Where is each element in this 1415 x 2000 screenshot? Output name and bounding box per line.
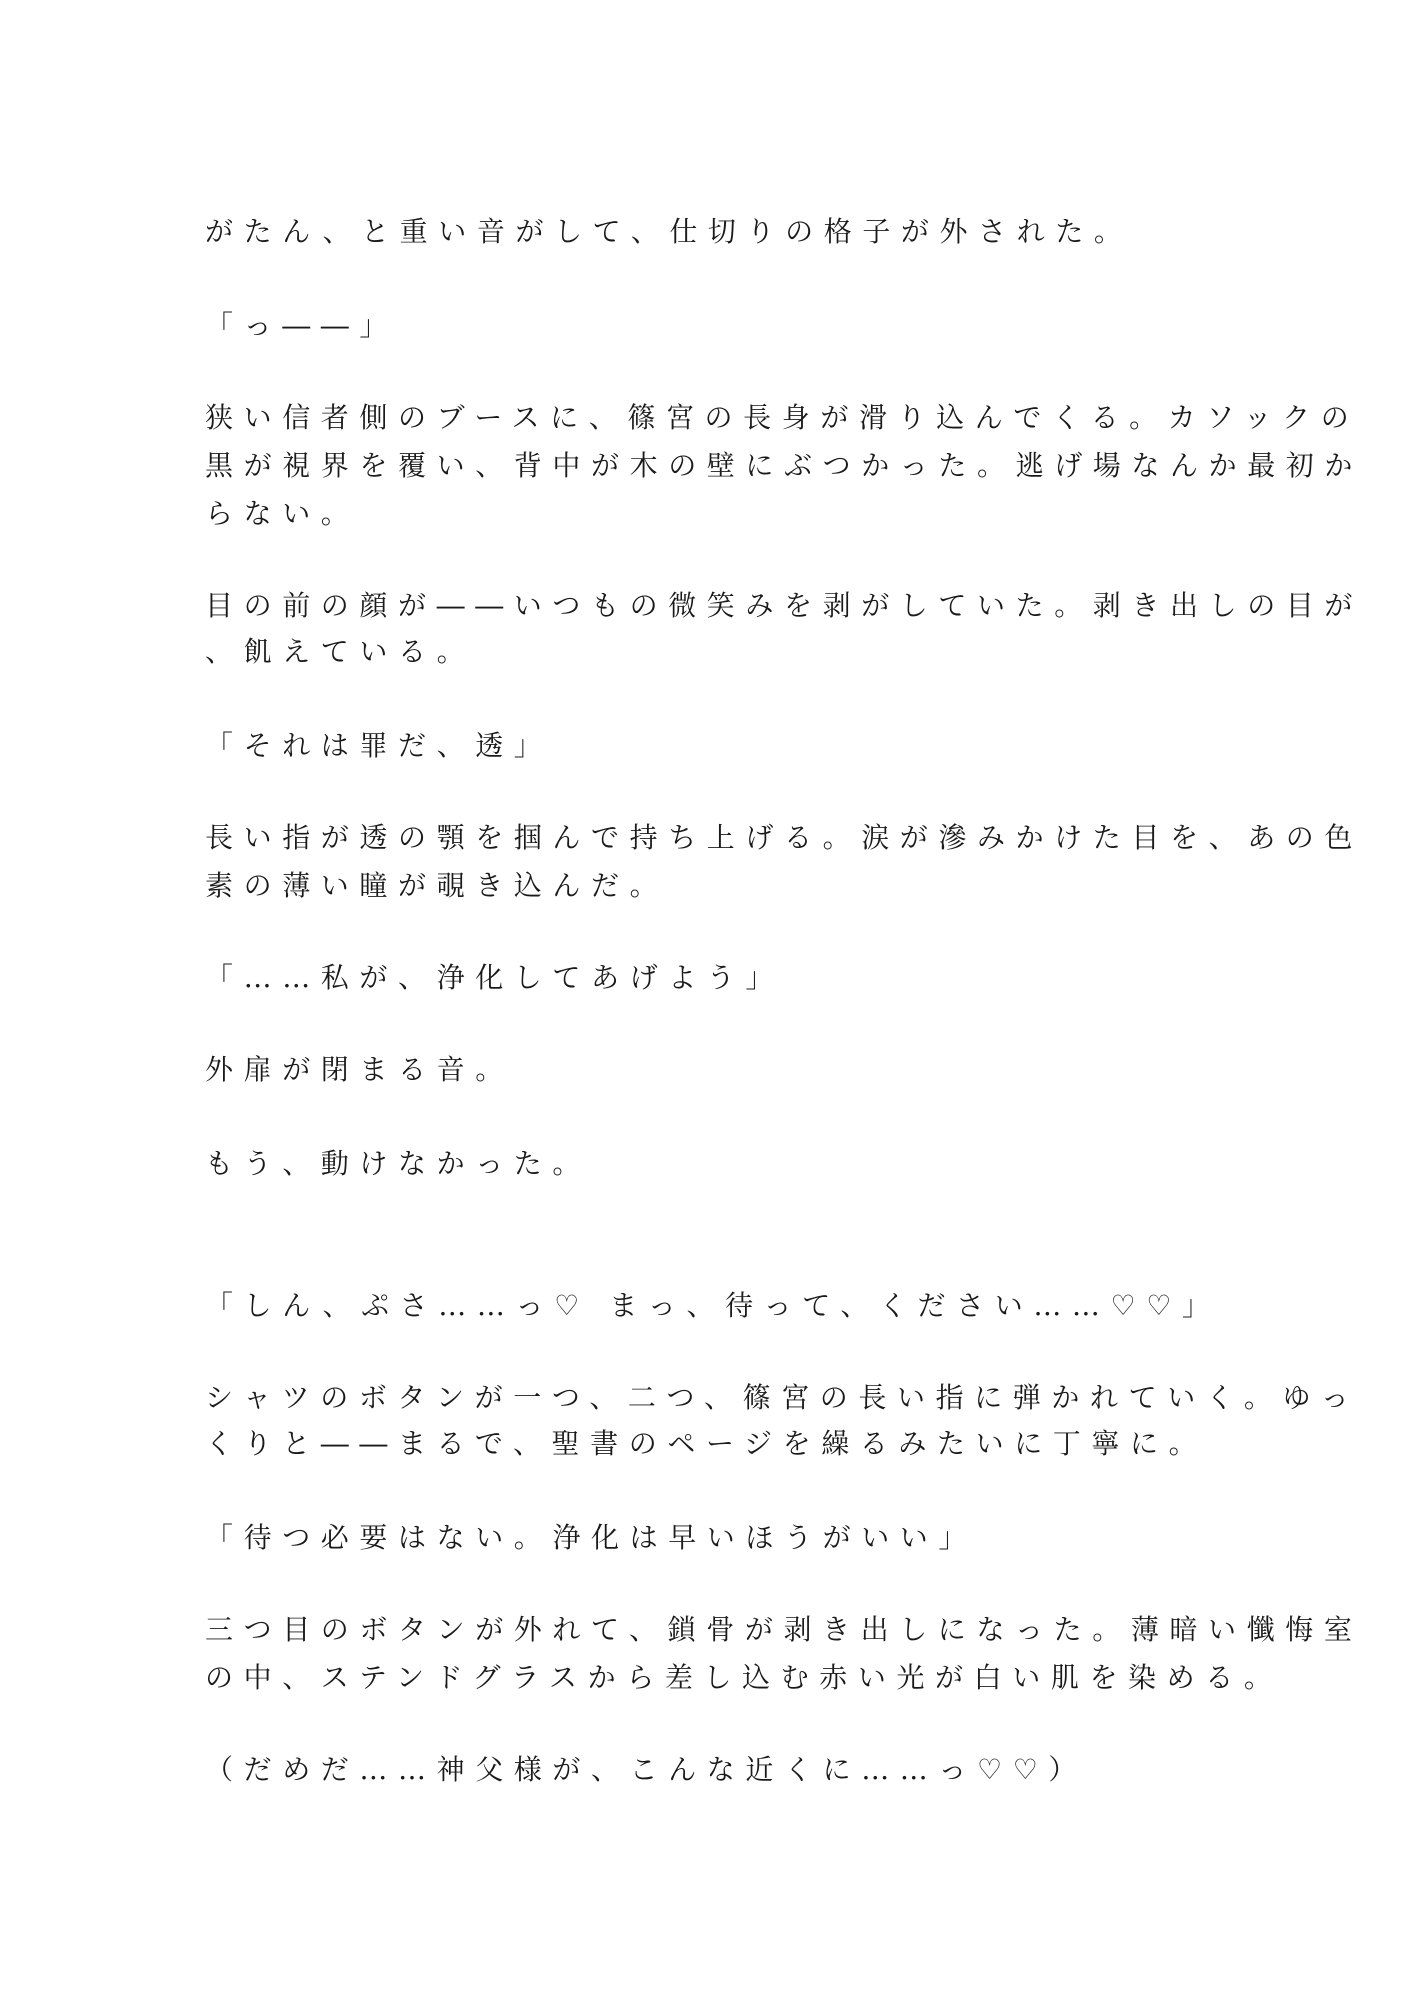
text-line: 狭い信者側のブースに、篠宮の長身が滑り込んでくる。カソックの [205,401,1360,434]
text-line: 三つ目のボタンが外れて、鎖骨が剥き出しになった。薄暗い懺悔室 [205,1613,1363,1646]
text-line: 「それは罪だ、透」 [205,729,553,762]
text-line: 「待つ必要はない。浄化は早いほうがいい」 [205,1521,978,1554]
text-line: くりと――まるで、聖書のページを繰るみたいに丁寧に。 [205,1427,1208,1460]
text-line: らない。 [205,497,360,530]
text-line: 「しん、ぷさ……っ♡ まっ、待って、ください……♡♡」 [205,1289,1221,1322]
text-line: 黒が視界を覆い、背中が木の壁にぶつかった。逃げ場なんか最初か [205,449,1364,482]
text-line: 「っ――」 [205,309,399,342]
text-line: 素の薄い瞳が覗き込んだ。 [205,869,669,902]
text-line: シャツのボタンが一つ、二つ、篠宮の長い指に弾かれていく。ゆっ [205,1381,1360,1414]
text-line: 長い指が透の顎を掴んで持ち上げる。涙が滲みかけた目を、あの色 [205,821,1364,854]
text-line: 「……私が、浄化してあげよう」 [205,961,785,994]
text-line: がたん、と重い音がして、仕切りの格子が外された。 [205,215,1133,248]
text-line: もう、動けなかった。 [205,1147,592,1180]
text-line: （だめだ……神父様が、こんな近くに……っ♡♡） [205,1753,1088,1786]
text-line: 、飢えている。 [205,635,476,668]
text-line: 外扉が閉まる音。 [205,1053,514,1086]
text-line: 目の前の顔が――いつもの微笑みを剥がしていた。剥き出しの目が [205,589,1364,622]
text-line: の中、ステンドグラスから差し込む赤い光が白い肌を染める。 [205,1661,1283,1694]
